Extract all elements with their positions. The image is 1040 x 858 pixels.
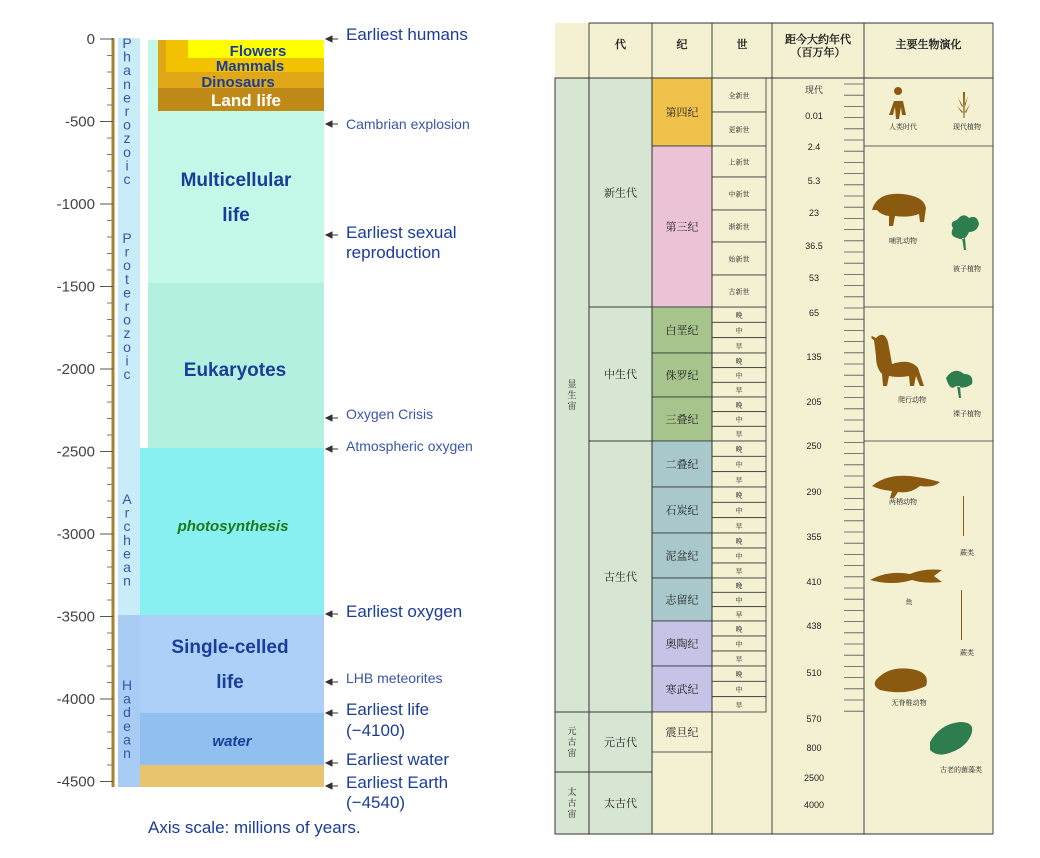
- eon-label: 显生宙: [567, 379, 577, 411]
- period-label: 石炭纪: [665, 505, 699, 517]
- age-label: 570: [806, 714, 822, 724]
- label-single-celled: Single-celled: [171, 637, 289, 658]
- tick-label: -1500: [56, 278, 95, 296]
- age-label: 2.4: [807, 142, 821, 152]
- eon-label-archean: [122, 491, 132, 589]
- subdivision-label: 中: [735, 641, 743, 649]
- event-earliest-life-2: (−4100): [346, 721, 406, 740]
- subdivision-label: 晚: [735, 358, 743, 366]
- subdivision-label: 中: [735, 328, 743, 335]
- organism-label: 哺乳动物: [889, 238, 917, 245]
- subdivision-label: 早: [735, 477, 743, 485]
- geologic-time-table: [540, 0, 1040, 858]
- subdivision-label: 晚: [735, 312, 743, 320]
- period-label: 寒武纪: [665, 684, 699, 696]
- era-label: 元古代: [604, 737, 637, 749]
- subdivision-label: 早: [735, 523, 743, 531]
- subdivision-label: 早: [735, 656, 743, 664]
- period-label: 第三纪: [665, 221, 699, 234]
- period-label: 白垩纪: [665, 325, 699, 337]
- age-label: 36.5: [805, 241, 823, 251]
- subdivision-label: 晚: [735, 446, 743, 454]
- band-label-land-life: Land life: [211, 91, 281, 110]
- age-label: 510: [806, 668, 822, 678]
- epoch-label: 上新世: [728, 159, 750, 167]
- axis-tick-labels: [57, 31, 95, 791]
- eon-label: 元古宙: [567, 726, 577, 758]
- event-earliest-sexual: Earliest sexual: [346, 223, 457, 242]
- event-oxygen-crisis: Oxygen Crisis: [346, 406, 434, 422]
- event-earliest-oxygen: Earliest oxygen: [346, 602, 463, 621]
- eon-label: 太古宙: [567, 787, 577, 819]
- era-label: 太古代: [604, 798, 637, 810]
- epoch-label: 更新世: [728, 127, 750, 134]
- table-header-4: 主要生物演化: [895, 39, 962, 51]
- svg-text:Proterozoic: P r o t e r o z o i c: [122, 230, 132, 382]
- subdivision-label: 晚: [735, 538, 743, 546]
- event-earliest-earth: Earliest Earth: [346, 773, 449, 792]
- event-cambrian-explosion: Cambrian explosion: [346, 116, 470, 132]
- svg-text:Archean: A r c h e a n: [122, 491, 132, 589]
- organism-label: 鱼: [905, 599, 913, 606]
- organism-label: 被子植物: [953, 266, 981, 273]
- label-multicellular: Multicellular: [180, 170, 292, 191]
- label-multicellular-2: life: [222, 205, 250, 226]
- subdivision-label: 中: [735, 508, 743, 515]
- region-hadean: [118, 765, 324, 787]
- subdivision-label: 晚: [735, 492, 743, 500]
- tick-label: -2000: [56, 361, 95, 378]
- subdivision-label: 中: [735, 462, 743, 469]
- band-label-dinosaurs: Dinosaurs: [201, 74, 275, 91]
- axis-ticks: [100, 39, 113, 782]
- subdivision-label: 早: [735, 568, 743, 576]
- label-water: water: [212, 733, 252, 750]
- band-top-left-2: [166, 40, 188, 72]
- eon-column: [555, 78, 589, 834]
- subdivision-label: 晚: [735, 671, 743, 679]
- age-label: 53: [808, 273, 820, 283]
- tick-label: -4000: [56, 691, 95, 708]
- label-eukaryotes: Eukaryotes: [183, 360, 287, 381]
- age-label: 现代: [804, 85, 824, 95]
- tick-label: 0: [86, 31, 95, 48]
- age-label: 23: [808, 208, 820, 218]
- tick-label: -500: [64, 113, 95, 131]
- event-earliest-earth-2: (−4540): [346, 793, 406, 812]
- event-earliest-water: Earliest water: [346, 750, 449, 769]
- table-header-0: 代: [615, 39, 626, 51]
- age-label: 65: [808, 308, 820, 318]
- age-label: 0.01: [805, 111, 823, 121]
- subdivision-label: 早: [735, 387, 743, 395]
- subdivision-label: 中: [735, 373, 743, 380]
- age-label: 290: [806, 487, 822, 497]
- tick-label: -4500: [56, 773, 95, 791]
- age-label: 800: [806, 743, 822, 753]
- svg-text:Phanerozoic: P h a n e r o z o i c: [122, 35, 132, 187]
- period-label: 三叠纪: [665, 414, 699, 426]
- event-earliest-life: Earliest life: [346, 700, 430, 719]
- organism-label: 两栖动物: [889, 499, 917, 506]
- period-label: 奥陶纪: [665, 638, 699, 651]
- tick-label: -2500: [56, 443, 95, 461]
- event-atmospheric-oxygen: Atmospheric oxygen: [346, 438, 473, 454]
- age-label: 2500: [803, 773, 825, 783]
- subdivision-label: 早: [735, 431, 743, 439]
- period-label: 震旦纪: [665, 727, 699, 739]
- organism-label: 裸子植物: [953, 411, 981, 418]
- age-label: 250: [806, 441, 822, 451]
- event-arrows: [326, 36, 338, 789]
- subdivision-label: 晚: [735, 626, 743, 634]
- table-header-3: 距今大约年代（百万年）: [785, 34, 851, 59]
- age-label: 205: [806, 397, 822, 407]
- organism-label: 蕨类: [960, 650, 974, 657]
- label-photosynthesis: photosynthesis: [177, 518, 289, 535]
- event-earliest-sexual-2: reproduction: [346, 243, 441, 262]
- period-label: 第四纪: [665, 107, 699, 119]
- period-label: 泥盆纪: [665, 550, 699, 563]
- subdivision-label: 中: [735, 687, 743, 694]
- age-label: 135: [806, 352, 822, 362]
- table-header-1: 纪: [676, 39, 688, 51]
- subdivision-label: 早: [735, 343, 743, 351]
- subdivision-label: 中: [735, 597, 743, 605]
- tick-label: -1000: [56, 196, 95, 213]
- label-single-celled-2: life: [216, 672, 244, 693]
- age-label: 5.3: [807, 176, 821, 186]
- subdivision-label: 晚: [735, 402, 743, 410]
- organism-label: 无脊椎动物: [891, 700, 927, 707]
- table-header-2: 世: [736, 39, 748, 51]
- organism-label: 现代植物: [953, 124, 981, 131]
- band-label-flowers: Flowers: [229, 43, 287, 60]
- organism-label: 爬行动物: [898, 397, 926, 404]
- subdivision-label: 早: [735, 702, 743, 710]
- organism-label: 古老的菌藻类: [940, 767, 982, 774]
- period-label: 侏罗纪: [665, 370, 699, 382]
- period-label: 二叠纪: [665, 459, 699, 471]
- axis-caption: Axis scale: millions of years.: [148, 818, 361, 837]
- subdivision-label: 中: [735, 417, 743, 424]
- epoch-label: 始新世: [728, 256, 750, 264]
- age-label: 4000: [803, 800, 825, 810]
- organism-label: 人类时代: [889, 124, 917, 131]
- epoch-label: 中新世: [728, 191, 750, 199]
- epoch-label: 古新世: [728, 289, 750, 296]
- svg-text:Hadean: H a d e a n: [121, 677, 133, 761]
- tick-label: -3500: [56, 608, 95, 626]
- age-label: 410: [806, 577, 822, 587]
- organism-label: 蕨类: [960, 550, 974, 557]
- subdivision-label: 中: [735, 553, 743, 561]
- age-label: 438: [806, 621, 822, 631]
- event-lhb-meteorites: LHB meteorites: [346, 670, 443, 686]
- era-label: 中生代: [604, 369, 637, 381]
- eon-label-hadean: [122, 677, 132, 761]
- epoch-label: 全新世: [728, 93, 750, 100]
- subdivision-label: 晚: [735, 583, 743, 591]
- tick-label: -3000: [56, 526, 95, 543]
- region-single-celled: [118, 615, 324, 713]
- band-label-mammals: Mammals: [215, 58, 285, 75]
- epoch-label: 渐新世: [728, 224, 750, 231]
- era-label: 古生代: [604, 571, 637, 584]
- age-label: 355: [806, 532, 822, 542]
- subdivision-label: 早: [735, 611, 743, 619]
- era-label: 新生代: [604, 187, 637, 200]
- event-earliest-humans: Earliest humans: [346, 25, 468, 44]
- period-label: 志留纪: [665, 594, 699, 607]
